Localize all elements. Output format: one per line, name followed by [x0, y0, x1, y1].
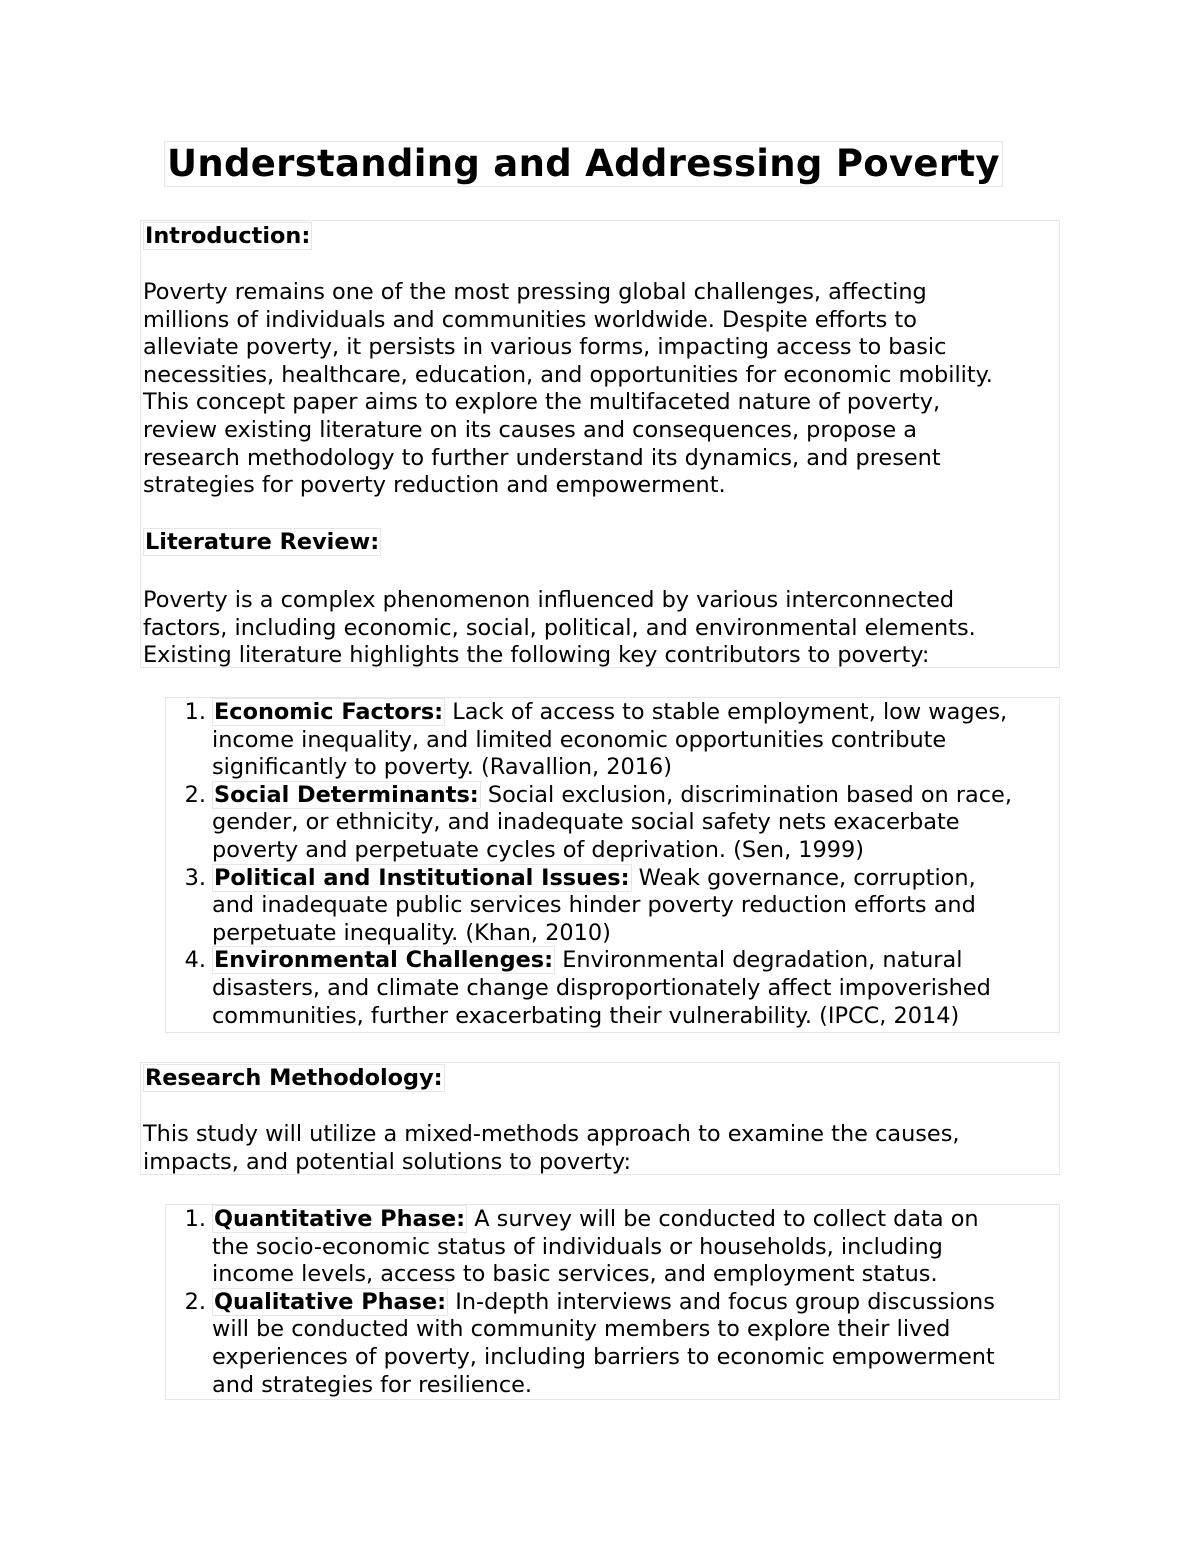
- list-item: 3. Political and Institutional Issues: Weak governance, corruption, and inadequate public services hinder poverty reduction efforts and perpetuate inequality. (Khan, 2010): [184, 864, 976, 946]
- methodology-section: [140, 1062, 1060, 1175]
- methodology-paragraph: [143, 1121, 1053, 1176]
- text-line: Existing literature highlights the following key contributors to poverty:: [143, 642, 930, 669]
- text-line: impacts, and potential solutions to poverty:: [143, 1148, 632, 1175]
- text-line: Poverty is a complex phenomenon influenced by various interconnected: [143, 587, 955, 613]
- page-title: Understanding and Addressing Poverty: [167, 142, 1000, 185]
- text-line: This concept paper aims to explore the multifaceted nature of poverty,: [143, 389, 941, 416]
- item-label: Qualitative Phase:: [214, 1288, 447, 1315]
- list-item: 2. Social Determinants: Social exclusion, discrimination based on race, gender, or ethnicity, and inadequate social safety nets exacerbate poverty and perpetuate cycles of deprivation. (Sen, 1999): [184, 781, 1012, 863]
- item-label: Economic Factors:: [214, 699, 444, 725]
- introduction-heading: Introduction:: [145, 223, 311, 249]
- text-line: Poverty remains one of the most pressing global challenges, affecting: [143, 279, 927, 305]
- introduction-paragraph: [143, 279, 1053, 500]
- text-line: necessities, healthcare, education, and opportunities for economic mobility.: [143, 361, 993, 388]
- text-line: strategies for poverty reduction and empowerment.: [143, 472, 726, 499]
- methodology-list-box: [165, 1204, 1060, 1400]
- item-label: Environmental Challenges:: [214, 947, 554, 974]
- text-line: alleviate poverty, it persists in various forms, impacting access to basic: [143, 334, 947, 361]
- literature-review-paragraph: [143, 587, 1053, 670]
- list-item: 4. Environmental Challenges: Environmental degradation, natural disasters, and climate change disproportionately affect impoverished communities, further exacerbating their vulnerability. (IPCC, 2014): [184, 947, 991, 1029]
- list-item: 1. Economic Factors: Lack of access to stable employment, low wages, income inequality, and limited economic opportunities contribute significantly to poverty. (Ravallion, 2016): [184, 699, 1008, 781]
- text-line: review existing literature on its causes and consequences, propose a: [143, 416, 917, 443]
- research-methodology-heading: Research Methodology:: [145, 1065, 443, 1091]
- text-line: millions of individuals and communities worldwide. Despite efforts to: [143, 306, 917, 333]
- list-item: 2. Qualitative Phase: In-depth interviews and focus group discussions will be conducted with community members to explore their lived experiences of poverty, including barriers to economic empowerment and strategies for resilience.: [184, 1288, 995, 1398]
- text-line: research methodology to further understand its dynamics, and present: [143, 444, 941, 471]
- list-item: 1. Quantitative Phase: A survey will be conducted to collect data on the socio-economic status of individuals or households, including income levels, access to basic services, and employment status.: [184, 1206, 979, 1288]
- literature-list-box: [165, 697, 1060, 1033]
- item-label: Social Determinants:: [214, 781, 479, 808]
- literature-review-heading: Literature Review:: [145, 529, 380, 555]
- intro-section: [140, 220, 1060, 668]
- title-box: [164, 141, 1003, 187]
- item-label: Quantitative Phase:: [214, 1206, 466, 1232]
- item-label: Political and Institutional Issues:: [214, 864, 630, 891]
- methodology-list: [166, 1206, 1059, 1399]
- text-line: factors, including economic, social, political, and environmental elements.: [143, 614, 976, 641]
- text-line: This study will utilize a mixed-methods approach to examine the causes,: [143, 1121, 960, 1147]
- literature-list: [166, 699, 1059, 1030]
